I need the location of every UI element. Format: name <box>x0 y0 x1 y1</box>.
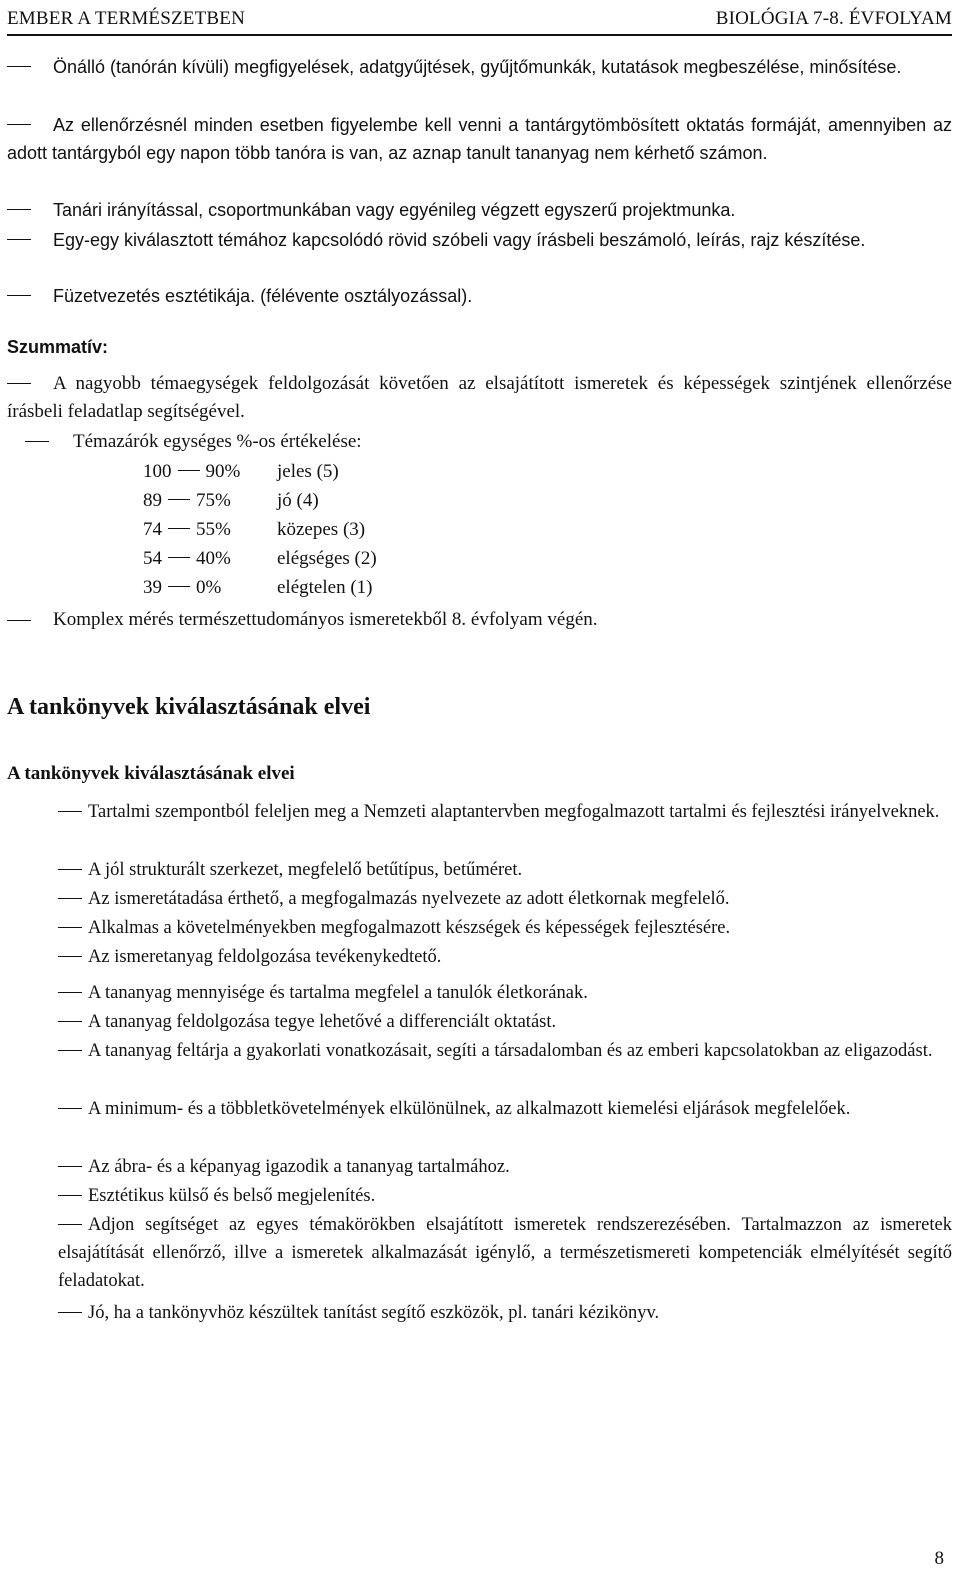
page-number: 8 <box>934 1548 944 1569</box>
list-item: Az ellenőrzésnél minden esetben figyelembe kell venni a tantárgytömbösített oktatás formáját, amennyiben az adott tantárgyból egy napon több tanóra is van, az aznap tanult tananyag nem kérhető számon. <box>7 115 952 163</box>
dash-bullet-icon <box>58 1050 82 1051</box>
dash-bullet-icon <box>58 1195 82 1196</box>
dash-bullet-icon <box>7 239 31 240</box>
dash-icon <box>168 557 190 558</box>
page-header <box>7 4 952 36</box>
dash-bullet-icon <box>58 898 82 899</box>
list-item: Az ábra- és a képanyag igazodik a tananyag tartalmához. <box>58 1153 952 1181</box>
dash-bullet-icon <box>58 992 82 993</box>
header-right-title: BIOLÓGIA 7-8. ÉVFOLYAM <box>715 8 952 29</box>
dash-icon <box>178 470 200 471</box>
dash-icon <box>168 586 190 587</box>
list-item: Alkalmas a követelményekben megfogalmazott készségek és képességek fejlesztésére. <box>58 914 952 942</box>
list-item: A minimum- és a többletkövetelmények elkülönülnek, az alkalmazott kiemelési eljárások megfelelőek. <box>58 1095 952 1123</box>
list-item: Témazárók egységes %-os értékelése: <box>25 428 925 456</box>
list-item: Adjon segítséget az egyes témakörökben elsajátított ismeretek rendszerezésében. Tartalmazzon az ismeretek elsajátítását ellenőrző, illve a ismeretek alkalmazását igénylő, a természetismereti kompetenciák elmélyítését segítő feladatokat. <box>58 1215 952 1291</box>
list-item: Füzetvezetés esztétikája. (félévente osztályozással). <box>7 282 952 310</box>
dash-bullet-icon <box>7 383 31 384</box>
dash-bullet-icon <box>7 124 31 125</box>
list-item: Önálló (tanórán kívüli) megfigyelések, adatgyűjtések, gyűjtőmunkák, kutatások megbeszélése, minősítése. <box>7 53 952 81</box>
header-left-title: EMBER A TERMÉSZETBEN <box>7 8 246 29</box>
list-item: Az ismeretátadása érthető, a megfogalmazás nyelvezete az adott életkornak megfelelő. <box>58 885 952 913</box>
section-title: A tankönyvek kiválasztásának elvei <box>7 694 371 720</box>
dash-icon <box>168 499 190 500</box>
dash-bullet-icon <box>58 1021 82 1022</box>
list-item: Esztétikus külső és belső megjelenítés. <box>58 1182 952 1210</box>
dash-bullet-icon <box>58 1224 82 1225</box>
document-page: EMBER A TERMÉSZETBEN BIOLÓGIA 7-8. ÉVFOLYAM Önálló (tanórán kívüli) megfigyelések, adatgyűjtések, gyűjtőmunkák, kutatások megbeszélése, minősítése. Az ellenőrzésnél minden esetben figyelembe kell venni a tantárgytömbösített oktatás formáját, amennyiben az adott tantárgyból egy napon több tanóra is van, az aznap tanult tananyag nem kérhető számon. Tanári irányítással, csoportmunkában vagy egyénileg végzett egyszerű projektmunka. Egy-egy kiválasztott témához kapcsolódó rövid szóbeli vagy írásbeli beszámoló, leírás, rajz készítése. Füzetvezetés esztétikája. (félévente osztályozással). Szummatív: A nagyobb témaegységek feldolgozását követően az elsajátított ismeretek és képességek szintjének ellenőrzése írásbeli feladatlap segítségével. Témazárók egységes %-os értékelése: 100 90% jeles (5) 89 75% jó (4) 74 55% közepes (3) 54 40% elégséges (2) 39 0% elégtelen (1) Komplex mérés természettudományos ismeretekből 8. évfolyam végén. A tankönyvek kiválasztásának elvei A tankönyvek kiválasztásának elvei Tartalmi szempontból feleljen meg a Nemzeti alaptantervben megfogalmazott tartalmi és fejlesztési irányelveknek. A jól strukturált szerkezet, megfelelő betűtípus, betűméret. Az ismeretátadása érthető, a megfogalmazás nyelvezete az adott életkornak megfelelő. Alkalmas a követelményekben megfogalmazott készségek és képességek fejlesztésére. Az ismeretanyag feldolgozása tevékenykedtető. A tananyag mennyisége és tartalma megfelel a tanulók életkorának. A tananyag feldolgozása tegye lehetővé a differenciált oktatást. A tananyag feltárja a gyakorlati vonatkozásait, segíti a társadalomban és az emberi kapcsolatokban az eligazodást. A minimum- és a többletkövetelmények elkülönülnek, az alkalmazott kiemelési eljárások megfelelőek. Az ábra- és a képanyag igazodik a tananyag tartalmához. Esztétikus külső és belső megjelenítés. Adjon segítséget az egyes témakörökben elsajátított ismeretek rendszerezésében. Tartalmazzon az ismeretek elsajátítását ellenőrző, illve a ismeretek alkalmazását igénylő, a természetismereti kompetenciák elmélyítését segítő feladatokat. Jó, ha a tankönyvhöz készültek tanítást segítő eszközök, pl. tanári kézikönyv. 8 <box>0 0 960 1588</box>
list-item: Az ismeretanyag feldolgozása tevékenykedtető. <box>58 943 952 971</box>
dash-bullet-icon <box>25 441 49 442</box>
dash-bullet-icon <box>58 956 82 957</box>
list-item: Egy-egy kiválasztott témához kapcsolódó rövid szóbeli vagy írásbeli beszámoló, leírás, rajz készítése. <box>7 226 952 254</box>
dash-bullet-icon <box>58 811 82 812</box>
dash-bullet-icon <box>58 927 82 928</box>
list-item: A nagyobb témaegységek feldolgozását követően az elsajátított ismeretek és képességek szintjének ellenőrzése írásbeli feladatlap segítségével. <box>7 373 952 422</box>
list-item: Komplex mérés természettudományos ismeretekből 8. évfolyam végén. <box>7 606 952 634</box>
list-item: A tananyag feltárja a gyakorlati vonatkozásait, segíti a társadalomban és az emberi kapcsolatokban az eligazodást. <box>58 1037 952 1065</box>
dash-bullet-icon <box>58 869 82 870</box>
list-item: A tananyag mennyisége és tartalma megfelel a tanulók életkorának. <box>58 979 952 1007</box>
list-item: A tananyag feldolgozása tegye lehetővé a differenciált oktatást. <box>58 1008 952 1036</box>
dash-bullet-icon <box>7 209 31 210</box>
dash-bullet-icon <box>58 1166 82 1167</box>
dash-bullet-icon <box>7 66 31 67</box>
dash-bullet-icon <box>58 1108 82 1109</box>
dash-bullet-icon <box>7 295 31 296</box>
dash-bullet-icon <box>7 620 31 621</box>
list-item: Jó, ha a tankönyvhöz készültek tanítást segítő eszközök, pl. tanári kézikönyv. <box>58 1299 952 1327</box>
list-item: Tanári irányítással, csoportmunkában vagy egyénileg végzett egyszerű projektmunka. <box>7 196 952 224</box>
dash-icon <box>168 528 190 529</box>
list-item: Tartalmi szempontból feleljen meg a Nemzeti alaptantervben megfogalmazott tartalmi és fejlesztési irányelveknek. <box>58 798 952 826</box>
list-item: A jól strukturált szerkezet, megfelelő betűtípus, betűméret. <box>58 856 952 884</box>
dash-bullet-icon <box>58 1312 82 1313</box>
section-subtitle: A tankönyvek kiválasztásának elvei <box>7 763 295 784</box>
summative-heading: Szummatív: <box>7 337 109 357</box>
